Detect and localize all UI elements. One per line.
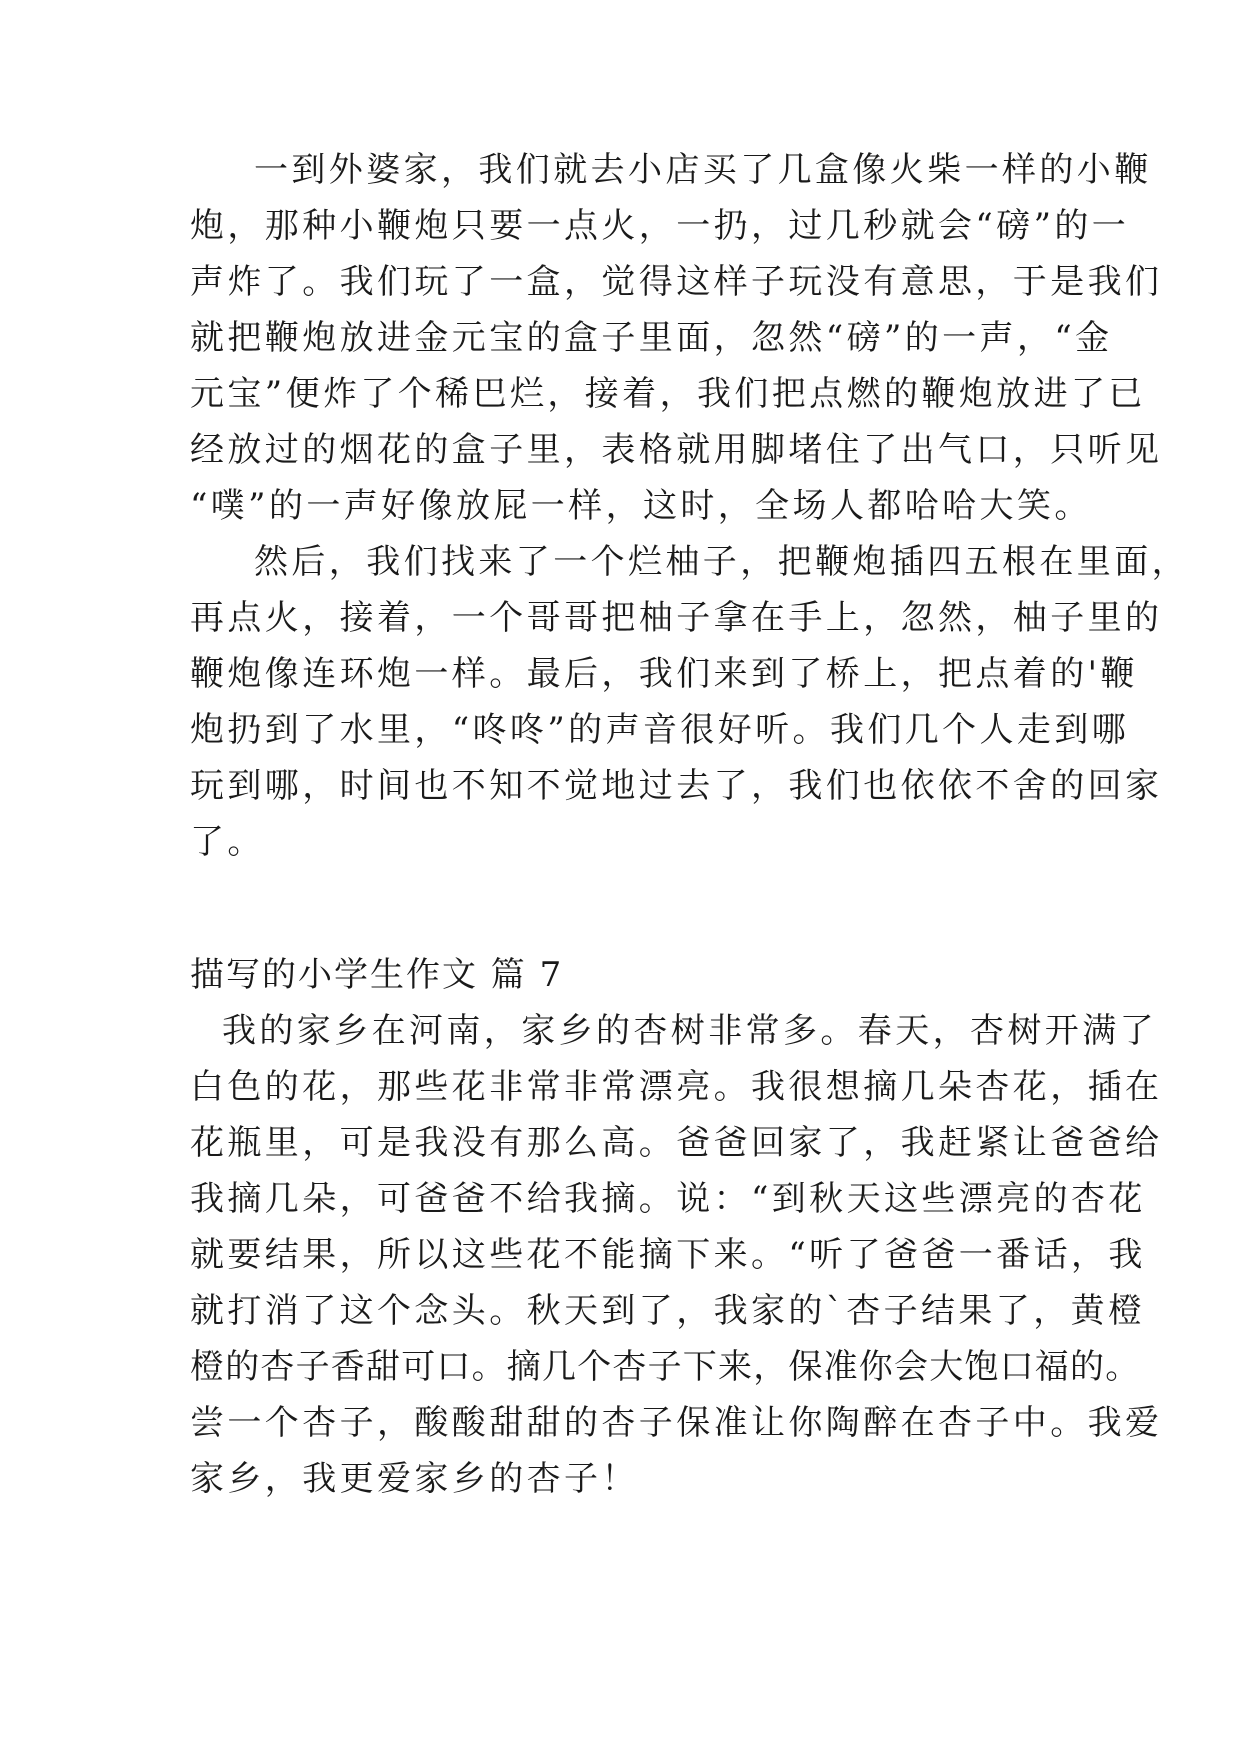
paragraph-2-line-2: 再点火，接着，一个哥哥把柚子拿在手上，忽然，柚子里的 bbox=[190, 598, 1163, 638]
paragraph-1-line-6: 经放过的烟花的盒子里，表格就用脚堵住了出气口，只听见 bbox=[190, 430, 1163, 470]
paragraph-2-line-4: 炮扔到了水里，“咚咚”的声音很好听。我们几个人走到哪 bbox=[190, 710, 1130, 750]
paragraph-3-line-5: 就要结果，所以这些花不能摘下来。“听了爸爸一番话，我 bbox=[190, 1235, 1146, 1275]
paragraph-2-line-5: 玩到哪，时间也不知不觉地过去了，我们也依依不舍的回家 bbox=[190, 766, 1163, 806]
paragraph-1-line-4: 就把鞭炮放进金元宝的盒子里面，忽然“磅”的一声，“金 bbox=[190, 318, 1113, 358]
paragraph-1-line-3: 声炸了。我们玩了一盒，觉得这样子玩没有意思，于是我们 bbox=[190, 262, 1163, 302]
paragraph-1-line-1: 一到外婆家，我们就去小店买了几盒像火柴一样的小鞭 bbox=[254, 150, 1152, 190]
paragraph-3-line-6: 就打消了这个念头。秋天到了，我家的`杏子结果了，黄橙 bbox=[190, 1291, 1146, 1331]
paragraph-3-line-2: 白色的花，那些花非常非常漂亮。我很想摘几朵杏花，插在 bbox=[190, 1067, 1163, 1107]
paragraph-2-line-3: 鞭炮像连环炮一样。最后，我们来到了桥上，把点着的'鞭 bbox=[190, 654, 1138, 694]
paragraph-1-line-2: 炮，那种小鞭炮只要一点火，一扔，过几秒就会“磅”的一 bbox=[190, 206, 1130, 246]
paragraph-3-line-7: 橙的杏子香甜可口。摘几个杏子下来，保准你会大饱口福的。 bbox=[190, 1347, 1141, 1387]
paragraph-3-line-4: 我摘几朵，可爸爸不给我摘。说：“到秋天这些漂亮的杏花 bbox=[190, 1179, 1146, 1219]
paragraph-2-line-1: 然后，我们找来了一个烂柚子，把鞭炮插四五根在里面， bbox=[254, 542, 1189, 582]
paragraph-1-line-7: “噗”的一声好像放屁一样，这时，全场人都哈哈大笑。 bbox=[190, 486, 1092, 526]
paragraph-3-line-9: 家乡，我更爱家乡的杏子！ bbox=[190, 1459, 639, 1499]
paragraph-1-line-5: 元宝”便炸了个稀巴烂，接着，我们把点燃的鞭炮放进了已 bbox=[190, 374, 1146, 414]
paragraph-3-line-3: 花瓶里，可是我没有那么高。爸爸回家了，我赶紧让爸爸给 bbox=[190, 1123, 1163, 1163]
paragraph-3-line-1: 我的家乡在河南，家乡的杏树非常多。春天，杏树开满了 bbox=[222, 1011, 1157, 1051]
section-heading: 描写的小学生作文 篇 7 bbox=[190, 955, 564, 995]
paragraph-3-line-8: 尝一个杏子，酸酸甜甜的杏子保准让你陶醉在杏子中。我爱 bbox=[190, 1403, 1163, 1443]
paragraph-2-line-6: 了。 bbox=[190, 822, 265, 862]
